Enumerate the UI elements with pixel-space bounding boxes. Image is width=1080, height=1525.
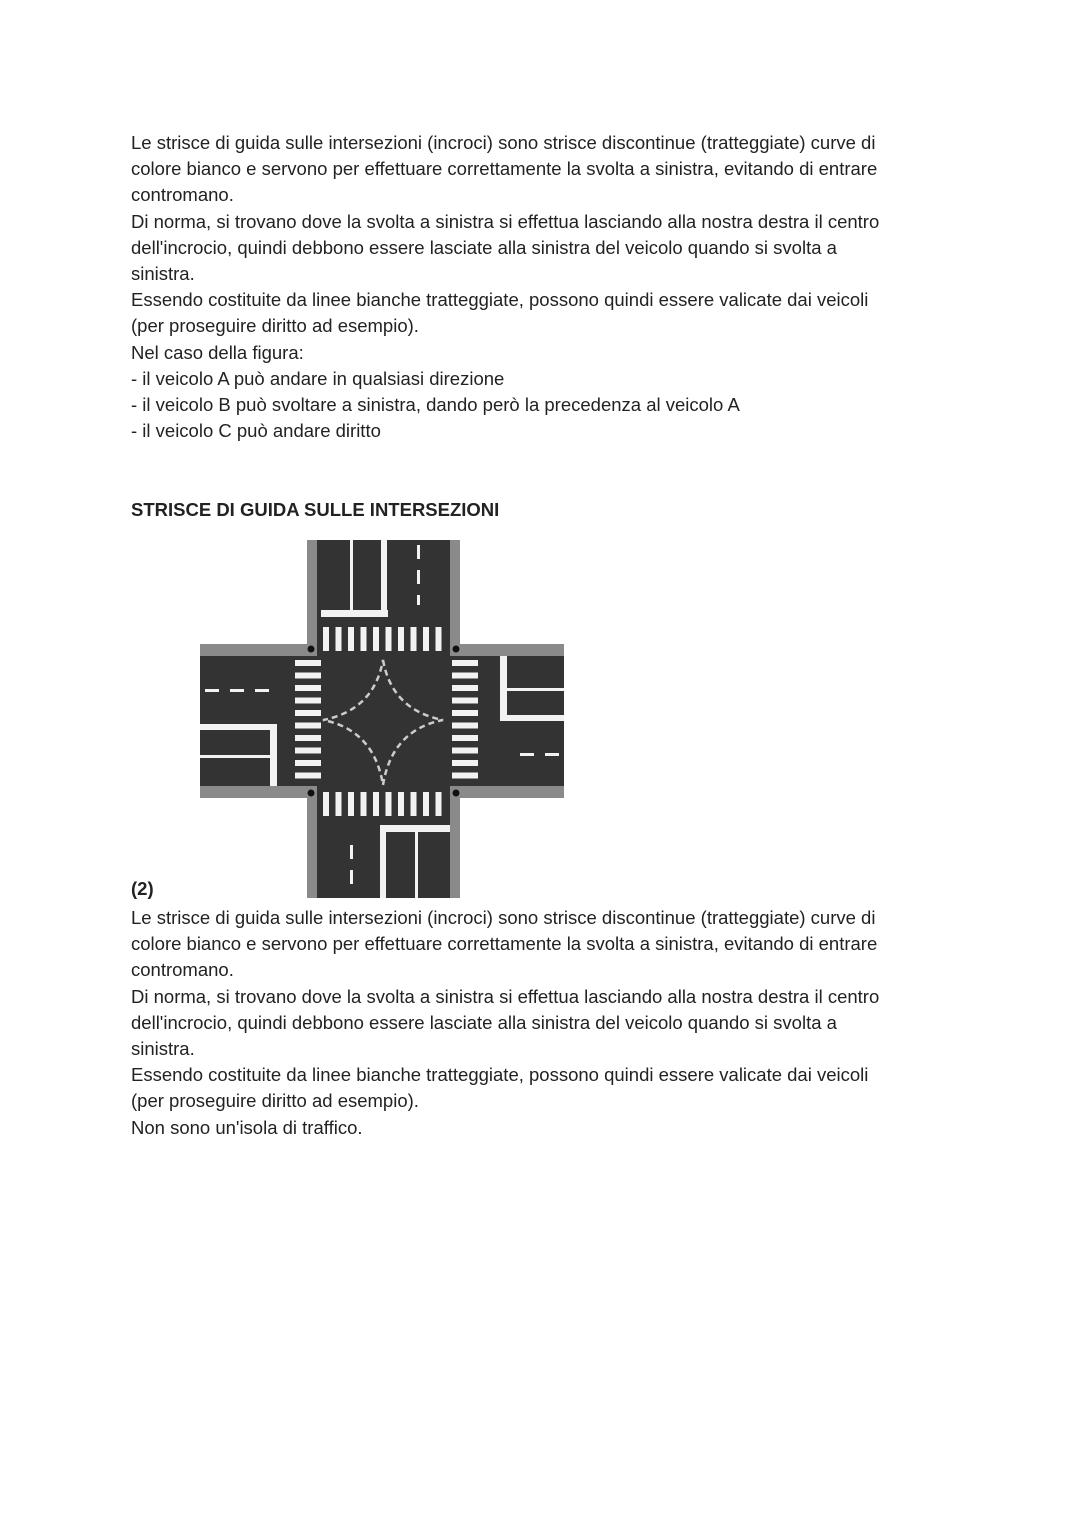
- crosswalk-stripe: [386, 627, 392, 651]
- text-line: colore bianco e servono per effettuare correttamente la svolta a sinistra, evitando di entrare: [131, 933, 878, 955]
- crosswalk-stripe: [348, 627, 354, 651]
- list-item: - il veicolo C può andare diritto: [131, 420, 381, 442]
- crosswalk-stripe: [452, 673, 478, 679]
- crosswalk-stripe: [452, 773, 478, 779]
- text-line: dell'incrocio, quindi debbono essere lasciate alla sinistra del veicolo quando si svolta a: [131, 236, 837, 258]
- crosswalk-stripe: [452, 710, 478, 716]
- crosswalk-stripe: [423, 792, 429, 816]
- crosswalk-stripe: [411, 792, 417, 816]
- crosswalk-stripe: [452, 660, 478, 666]
- text-line: Le strisce di guida sulle intersezioni (incroci) sono strisce discontinue (tratteggiate) curve di: [131, 132, 876, 153]
- intersection-diagram-icon: [200, 540, 564, 898]
- section-heading: STRISCE DI GUIDA SULLE INTERSEZIONI: [131, 499, 500, 520]
- crosswalk-stripe: [452, 748, 478, 754]
- text-line: (per proseguire diritto ad esempio).: [131, 1090, 419, 1112]
- text-line: sinistra.: [131, 1038, 195, 1060]
- crosswalk-stripe: [295, 723, 321, 729]
- crosswalk-stripe: [398, 627, 404, 651]
- text-line: contromano.: [131, 959, 234, 981]
- crosswalk-stripe: [423, 627, 429, 651]
- text-line: Di norma, si trovano dove la svolta a sinistra si effettua lasciando alla nostra destra il centro: [131, 985, 880, 1007]
- text-line: colore bianco e servono per effettuare correttamente la svolta a sinistra, evitando di entrare: [131, 158, 878, 180]
- crosswalk-stripe: [411, 627, 417, 651]
- text-line: (per proseguire diritto ad esempio).: [131, 315, 419, 337]
- list-item: - il veicolo B può svoltare a sinistra, dando però la precedenza al veicolo A: [131, 394, 740, 416]
- crosswalk-stripe: [436, 792, 442, 816]
- crosswalk-stripe: [436, 627, 442, 651]
- crosswalk-stripe: [452, 723, 478, 729]
- crosswalk-stripe: [336, 627, 342, 651]
- crosswalk-stripe: [295, 685, 321, 691]
- text-line: Essendo costituite da linee bianche tratteggiate, possono quindi essere valicate dai veicoli: [131, 1064, 869, 1086]
- crosswalk-stripe: [295, 773, 321, 779]
- crosswalk-stripe: [336, 792, 342, 816]
- text-line: sinistra.: [131, 263, 195, 285]
- crosswalk-stripe: [386, 792, 392, 816]
- crosswalk-stripe: [295, 710, 321, 716]
- crosswalk-stripe: [348, 792, 354, 816]
- crosswalk-stripe: [373, 792, 379, 816]
- paragraph-explanation: [131, 905, 879, 1141]
- list-item: - il veicolo A può andare in qualsiasi direzione: [131, 367, 505, 389]
- crosswalk-stripe: [452, 685, 478, 691]
- text-line: Di norma, si trovano dove la svolta a sinistra si effettua lasciando alla nostra destra il centro: [131, 210, 880, 232]
- figure-label: (2): [131, 878, 154, 899]
- crosswalk-stripe: [452, 698, 478, 704]
- crosswalk-stripe: [295, 673, 321, 679]
- text-line: dell'incrocio, quindi debbono essere lasciate alla sinistra del veicolo quando si svolta a: [131, 1011, 837, 1033]
- text-line: contromano.: [131, 184, 234, 206]
- crosswalk-stripe: [323, 627, 329, 651]
- crosswalk-stripe: [295, 660, 321, 666]
- text-line: Le strisce di guida sulle intersezioni (incroci) sono strisce discontinue (tratteggiate) curve di: [131, 907, 876, 928]
- paragraph-intro: [131, 130, 879, 444]
- crosswalk-stripe: [295, 698, 321, 704]
- crosswalk-stripe: [295, 760, 321, 766]
- crosswalk-stripe: [295, 735, 321, 741]
- text-line: Nel caso della figura:: [131, 341, 304, 363]
- crosswalk-stripe: [373, 627, 379, 651]
- crosswalk-stripe: [323, 792, 329, 816]
- crosswalk-stripe: [398, 792, 404, 816]
- text-line: Essendo costituite da linee bianche tratteggiate, possono quindi essere valicate dai veicoli: [131, 289, 869, 311]
- crosswalk-stripe: [361, 627, 367, 651]
- crosswalk-stripe: [295, 748, 321, 754]
- crosswalk-stripe: [361, 792, 367, 816]
- text-line: Non sono un'isola di traffico.: [131, 1116, 363, 1138]
- crosswalk-stripe: [452, 760, 478, 766]
- crosswalk-stripe: [452, 735, 478, 741]
